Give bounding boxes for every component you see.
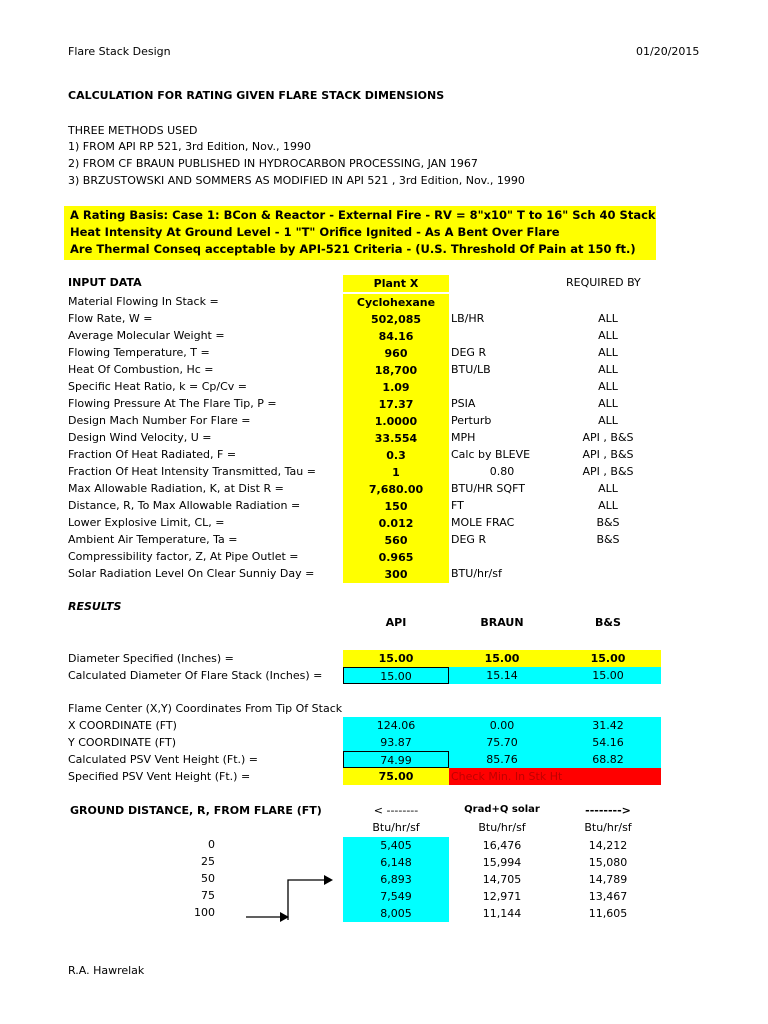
diameter-calculated-bs: 15.00 [555,667,661,684]
input-row-value: 7,680.00 [343,481,449,498]
ground-radiation-value: 16,476 [482,839,522,852]
ground-arrow-right: --------> [585,804,631,817]
input-row-value: 150 [343,498,449,515]
method-item: 3) BRZUSTOWSKI AND SOMMERS AS MODIFIED IN API 521 , 3rd Edition, Nov., 1990 [68,174,525,187]
input-row-unit: PSIA [451,397,476,410]
input-row-label: Flowing Temperature, T = [68,346,210,359]
input-row-value: 502,085 [343,311,449,328]
x-coordinate-braun: 0.00 [449,717,555,734]
document-date: 01/20/2015 [636,45,700,58]
ground-distance-value: 75 [201,889,215,902]
ground-radiation-value: 11,144 [482,907,522,920]
diameter-specified-bs: 15.00 [555,650,661,667]
psv-calculated-api: 74.99 [343,751,449,768]
ground-mid-header: Qrad+Q solar [464,804,540,815]
y-coordinate-label: Y COORDINATE (FT) [68,736,177,749]
input-row-unit: 0.80 [489,465,515,478]
input-row-label: Heat Of Combustion, Hc = [68,363,214,376]
input-row-required-by: B&S [596,533,620,546]
input-row-required-by: ALL [598,499,618,512]
input-row-value: 560 [343,532,449,549]
input-row-required-by: ALL [598,363,618,376]
ground-radiation-value: 12,971 [482,890,522,903]
ground-distance-heading: GROUND DISTANCE, R, FROM FLARE (FT) [70,804,322,817]
y-coordinate-bs: 54.16 [555,734,661,751]
input-row-value: 0.012 [343,515,449,532]
input-row-label: Flowing Pressure At The Flare Tip, P = [68,397,277,410]
x-coordinate-bs: 31.42 [555,717,661,734]
arrow-annotation [240,870,340,930]
input-row-unit: BTU/HR SQFT [451,482,525,495]
bent-arrow-line [288,880,324,920]
ground-radiation-value: 14,789 [588,873,628,886]
input-row-required-by: ALL [598,312,618,325]
input-row-label: Fraction Of Heat Intensity Transmitted, Tau = [68,465,316,478]
ground-radiation-value: 14,212 [588,839,628,852]
ground-radiation-value: 6,893 [343,871,449,888]
input-row-unit: DEG R [451,346,487,359]
methods-heading: THREE METHODS USED [68,124,198,137]
input-row-label: Compressibility factor, Z, At Pipe Outlet = [68,550,299,563]
diameter-calculated-braun: 15.14 [449,667,555,684]
input-row-label: Design Wind Velocity, U = [68,431,212,444]
input-row-label: Design Mach Number For Flare = [68,414,251,427]
x-coordinate-api: 124.06 [343,717,449,734]
input-row-value: 1.0000 [343,413,449,430]
input-row-required-by: ALL [598,380,618,393]
input-data-heading: INPUT DATA [68,276,142,289]
banner-line: A Rating Basis: Case 1: BCon & Reactor - External Fire - RV = 8"x10" T to 16" Sch 40 Stack [70,208,656,222]
ground-radiation-value: 6,148 [343,854,449,871]
ground-radiation-value: 15,080 [588,856,628,869]
input-row-unit: MOLE FRAC [451,516,515,529]
input-row-value: 1 [343,464,449,481]
ground-distance-value: 50 [201,872,215,885]
input-row-required-by: ALL [598,482,618,495]
diameter-specified-braun: 15.00 [449,650,555,667]
input-row-unit: FT [451,499,464,512]
psv-specified-value: 75.00 [343,768,449,785]
input-row-unit: BTU/LB [451,363,491,376]
input-row-required-by: ALL [598,346,618,359]
psv-calculated-braun: 85.76 [449,751,555,768]
input-row-required-by: ALL [598,414,618,427]
psv-calculated-bs: 68.82 [555,751,661,768]
input-row-label: Specific Heat Ratio, k = Cp/Cv = [68,380,247,393]
input-row-value: 33.554 [343,430,449,447]
input-row-unit: MPH [451,431,476,444]
y-coordinate-braun: 75.70 [449,734,555,751]
input-row-label: Lower Explosive Limit, CL, = [68,516,225,529]
input-row-value: 0.965 [343,549,449,566]
input-row-label: Flow Rate, W = [68,312,153,325]
method-item: 1) FROM API RP 521, 3rd Edition, Nov., 1990 [68,140,312,153]
diameter-specified-label: Diameter Specified (Inches) = [68,652,234,665]
input-row-unit: DEG R [451,533,487,546]
input-row-required-by: B&S [596,516,620,529]
input-row-label: Fraction Of Heat Radiated, F = [68,448,237,461]
required-by-header: REQUIRED BY [566,276,641,289]
rating-basis-banner [64,206,656,260]
plant-column-header: Plant X [343,275,449,292]
y-coordinate-api: 93.87 [343,734,449,751]
ground-radiation-value: 14,705 [482,873,522,886]
results-col-api: API [385,616,407,629]
input-row-required-by: API , B&S [582,465,634,478]
ground-arrow-left: < -------- [373,804,419,817]
ground-radiation-value: 8,005 [343,905,449,922]
input-row-label: Average Molecular Weight = [68,329,225,342]
ground-radiation-value: 13,467 [588,890,628,903]
ground-radiation-value: 5,405 [343,837,449,854]
diameter-specified-api: 15.00 [343,650,449,667]
bent-arrow-head [324,875,333,885]
results-col-bs: B&S [595,616,621,629]
ground-unit-bs: Btu/hr/sf [584,821,632,834]
diameter-calculated-api: 15.00 [343,667,449,684]
psv-calculated-label: Calculated PSV Vent Height (Ft.) = [68,753,259,766]
input-row-value: 960 [343,345,449,362]
ground-distance-value: 25 [201,855,215,868]
input-row-label: Material Flowing In Stack = [68,295,219,308]
input-row-value: 0.3 [343,447,449,464]
input-row-required-by: ALL [598,397,618,410]
input-row-required-by: API , B&S [582,448,634,461]
ground-unit-api: Btu/hr/sf [372,821,420,834]
ground-distance-value: 100 [194,906,215,919]
input-row-unit: LB/HR [451,312,485,325]
ground-radiation-value: 11,605 [588,907,628,920]
calculation-title: CALCULATION FOR RATING GIVEN FLARE STACK DIMENSIONS [68,89,445,102]
banner-line: Heat Intensity At Ground Level - 1 "T" Orifice Ignited - As A Bent Over Flare [70,225,560,239]
input-row-label: Solar Radiation Level On Clear Sunniy Day = [68,567,315,580]
input-row-value: 300 [343,566,449,583]
author-footer: R.A. Hawrelak [68,964,145,977]
document-title: Flare Stack Design [68,45,171,58]
input-row-label: Ambient Air Temperature, Ta = [68,533,238,546]
input-row-label: Max Allowable Radiation, K, at Dist R = [68,482,284,495]
input-row-value: 1.09 [343,379,449,396]
input-row-value: 17.37 [343,396,449,413]
ground-distance-value: 0 [208,838,215,851]
x-coordinate-label: X COORDINATE (FT) [68,719,177,732]
input-row-required-by: API , B&S [582,431,634,444]
input-row-unit: Calc by BLEVE [451,448,531,461]
method-item: 2) FROM CF BRAUN PUBLISHED IN HYDROCARBON PROCESSING, JAN 1967 [68,157,478,170]
results-col-braun: BRAUN [480,616,524,629]
results-heading: RESULTS [68,600,122,613]
input-row-value: Cyclohexane [343,294,449,311]
banner-line: Are Thermal Conseq acceptable by API-521 Criteria - (U.S. Threshold Of Pain at 150 ft.) [70,242,636,256]
psv-check-warning: Check Min. In Stk Ht [449,768,661,785]
input-row-required-by: ALL [598,329,618,342]
flame-center-heading: Flame Center (X,Y) Coordinates From Tip Of Stack [68,702,343,715]
psv-specified-label: Specified PSV Vent Height (Ft.) = [68,770,251,783]
input-row-label: Distance, R, To Max Allowable Radiation = [68,499,301,512]
ground-unit-braun: Btu/hr/sf [478,821,526,834]
ground-radiation-value: 15,994 [482,856,522,869]
input-row-value: 18,700 [343,362,449,379]
input-row-unit: BTU/hr/sf [451,567,502,580]
input-row-value: 84.16 [343,328,449,345]
input-row-unit: Perturb [451,414,492,427]
ground-radiation-value: 7,549 [343,888,449,905]
diameter-calculated-label: Calculated Diameter Of Flare Stack (Inches) = [68,669,323,682]
